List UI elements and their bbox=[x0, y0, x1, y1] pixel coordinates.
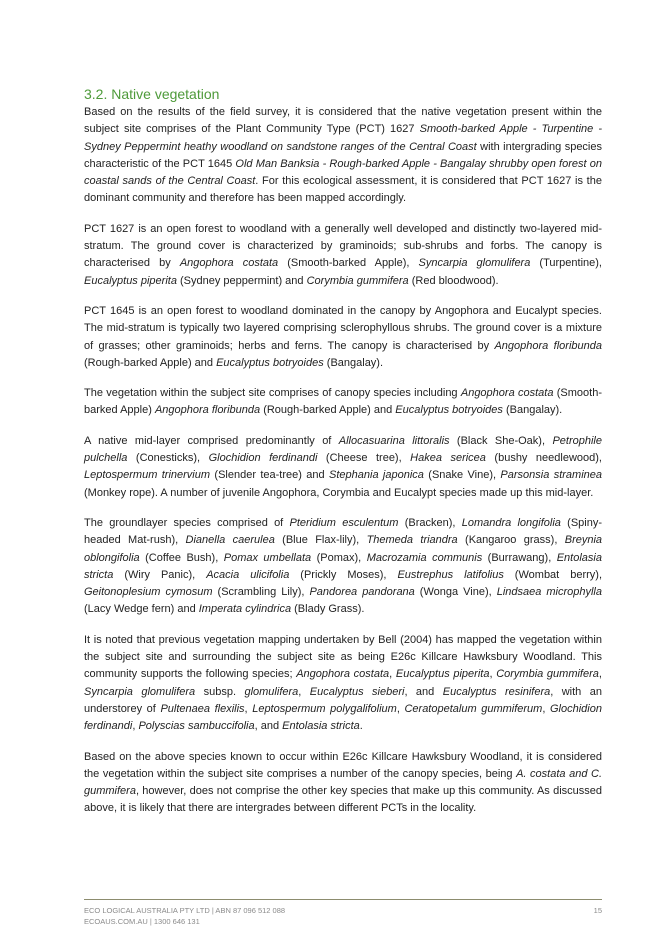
text-run: The vegetation within the subject site comprises of canopy species including bbox=[84, 387, 461, 400]
species-name: Allocasuarina littoralis bbox=[338, 434, 450, 447]
species-name: Entolasia stricta bbox=[282, 720, 360, 733]
text-run: , bbox=[598, 668, 602, 681]
species-name: Pandorea pandorana bbox=[309, 586, 415, 599]
text-run: , however, does not comprise the other key species that make up this community. As discussed above, it is likely that there are intergrades between different PCTs in the locality. bbox=[84, 785, 602, 815]
species-name: A. costata and C. gummifera bbox=[84, 767, 602, 798]
species-name: Polyscias sambuccifolia bbox=[138, 720, 255, 733]
species-name: Ceratopetalum gummiferum bbox=[404, 702, 543, 715]
species-name: Syncarpia glomulifera bbox=[84, 685, 196, 698]
paragraph-3 bbox=[84, 303, 602, 372]
text-run: . bbox=[359, 720, 363, 733]
species-name: Angophora costata bbox=[179, 257, 279, 270]
species-name: Eucalyptus botryoides bbox=[216, 356, 324, 369]
text-run: (Rough-barked Apple) and bbox=[84, 356, 217, 369]
species-name: Hakea sericea bbox=[410, 452, 486, 465]
text-run: (bushy needlewood), bbox=[485, 452, 602, 465]
species-name: Syncarpia glomulifera bbox=[418, 257, 531, 270]
species-name: Pteridium esculentum bbox=[289, 516, 399, 529]
text-run: (Conesticks), bbox=[127, 452, 209, 465]
text-run: (Coffee Bush), bbox=[139, 551, 224, 564]
text-run: (Pomax), bbox=[311, 551, 367, 564]
body-text bbox=[84, 104, 602, 831]
species-name: Geitonoplesium cymosum bbox=[84, 586, 213, 599]
text-run: PCT 1645 is an open forest to woodland dominated in the canopy by Angophora and Eucalypt species. The mid-stratum is typically two layered comprising sclerophyllous shrubs. The ground cover is a mixture of grasses; other graminoids; herbs and ferns. The canopy is characterised by bbox=[84, 304, 602, 352]
text-run: (Kangaroo grass), bbox=[457, 534, 565, 547]
species-name: glomulifera bbox=[244, 685, 299, 698]
species-name: Eucalyptus sieberi bbox=[309, 685, 405, 698]
text-run: (Smooth-barked Apple), bbox=[278, 257, 419, 270]
species-name: Imperata cylindrica bbox=[198, 603, 292, 616]
text-run: , bbox=[244, 702, 253, 715]
text-run: , and bbox=[404, 685, 443, 698]
text-run: with intergrading species characteristic of the PCT 1645 bbox=[84, 140, 602, 170]
section-heading: 3.2. Native vegetation bbox=[84, 86, 220, 102]
footer-company: ECO LOGICAL AUSTRALIA PTY LTD | ABN 87 096 512 088 bbox=[84, 906, 286, 915]
page-footer bbox=[84, 905, 602, 927]
species-name: Leptospermum polygalifolium bbox=[252, 702, 397, 715]
text-run: (Wiry Panic), bbox=[113, 568, 207, 581]
text-run: , bbox=[132, 720, 139, 733]
text-run: Based on the above species known to occur within E26c Killcare Hawksbury Woodland, it is considered the vegetation within the subject site comprises a number of the canopy species, being bbox=[84, 750, 602, 780]
text-run: (Cheese tree), bbox=[317, 452, 411, 465]
species-name: Corymbia gummifera bbox=[306, 274, 409, 287]
species-name: Angophora floribunda bbox=[494, 339, 602, 352]
text-run: , bbox=[396, 702, 405, 715]
text-run: (Spiny-headed Mat-rush), bbox=[84, 516, 602, 547]
text-run: A native mid-layer comprised predominantly of bbox=[84, 434, 339, 447]
species-name: Old Man Banksia - Rough-barked Apple - Bangalay shrubby open forest on coastal sands of the Central Coast bbox=[84, 157, 602, 188]
species-name: Angophora floribunda bbox=[154, 404, 261, 417]
text-run: (Snake Vine), bbox=[423, 469, 501, 482]
paragraph-1 bbox=[84, 104, 602, 208]
page-number: 15 bbox=[593, 906, 602, 915]
species-name: Macrozamia communis bbox=[366, 551, 483, 564]
text-run: (Wombat berry), bbox=[503, 568, 602, 581]
text-run: It is noted that previous vegetation mapping undertaken by Bell (2004) has mapped the vegetation within the subject site and surrounding the subject site as being E26c Killcare Hawksbury Woodland. This community supports the following species; bbox=[84, 633, 602, 681]
species-name: Corymbia gummifera bbox=[496, 668, 599, 681]
species-name: Leptospermum trinervium bbox=[84, 469, 211, 482]
text-run: (Blady Grass). bbox=[291, 603, 365, 616]
paragraph-7 bbox=[84, 632, 602, 736]
text-run: (Bangalay). bbox=[502, 404, 563, 417]
text-run: (Wonga Vine), bbox=[414, 586, 497, 599]
species-name: Themeda triandra bbox=[366, 534, 458, 547]
text-run: (Smooth-barked Apple) bbox=[84, 387, 602, 417]
species-name: Eucalyptus resinifera bbox=[442, 685, 551, 698]
text-run: (Slender tea-tree) and bbox=[210, 469, 330, 482]
text-run: , bbox=[389, 668, 396, 681]
species-name: Pomax umbellata bbox=[223, 551, 312, 564]
species-name: Petrophile pulchella bbox=[84, 434, 602, 465]
text-run: . For this ecological assessment, it is considered that PCT 1627 is the dominant community and therefore has been mapped accordingly. bbox=[84, 175, 602, 205]
paragraph-2 bbox=[84, 221, 602, 290]
species-name: Eustrephus latifolius bbox=[397, 568, 504, 581]
text-run: (Sydney peppermint) and bbox=[176, 274, 307, 287]
paragraph-4 bbox=[84, 385, 602, 420]
text-run: subsp. bbox=[195, 685, 245, 698]
species-name: Breynia oblongifolia bbox=[84, 534, 603, 564]
species-name: Acacia ulicifolia bbox=[206, 568, 290, 581]
text-run: (Blue Flax-lily), bbox=[274, 534, 367, 547]
species-name: Stephania japonica bbox=[329, 469, 424, 482]
text-run: , bbox=[489, 668, 497, 681]
species-name: Lomandra longifolia bbox=[461, 516, 561, 529]
text-run: (Rough-barked Apple) and bbox=[260, 404, 396, 417]
species-name: Glochidion ferdinandi bbox=[208, 452, 318, 465]
text-run: (Black She-Oak), bbox=[449, 434, 553, 447]
species-name: Lindsaea microphylla bbox=[496, 586, 602, 599]
species-name: Pultenaea flexilis bbox=[160, 702, 245, 715]
text-run: Based on the results of the field survey, it is considered that the native vegetation present within the subject site comprises of the Plant Community Type (PCT) 1627 bbox=[84, 106, 602, 136]
text-run: , bbox=[298, 685, 310, 698]
text-run: (Prickly Moses), bbox=[289, 568, 398, 581]
text-run: (Monkey rope). A number of juvenile Angophora, Corymbia and Eucalypt species made up this mid-layer. bbox=[84, 486, 594, 499]
text-run: , with an understorey of bbox=[84, 685, 602, 715]
text-run: The groundlayer species comprised of bbox=[84, 516, 290, 529]
species-name: Eucalyptus piperita bbox=[84, 274, 177, 287]
text-run: (Turpentine), bbox=[530, 257, 602, 270]
species-name: Dianella caerulea bbox=[185, 534, 275, 547]
text-run: (Burrawang), bbox=[482, 551, 557, 564]
text-run: (Bangalay). bbox=[323, 356, 384, 369]
text-run: (Lacy Wedge fern) and bbox=[84, 603, 199, 616]
paragraph-5 bbox=[84, 433, 602, 502]
species-name: Parsonsia straminea bbox=[500, 469, 602, 482]
species-name: Eucalyptus piperita bbox=[395, 668, 490, 681]
species-name: Angophora costata bbox=[296, 668, 390, 681]
footer-contact: ECOAUS.COM.AU | 1300 646 131 bbox=[84, 917, 200, 926]
species-name: Smooth-barked Apple - Turpentine - Sydney Peppermint heathy woodland on sandstone ranges of the Central Coast bbox=[84, 123, 602, 153]
text-run: (Scrambling Lily), bbox=[212, 586, 310, 599]
species-name: Angophora costata bbox=[460, 387, 554, 400]
species-name: Eucalyptus botryoides bbox=[395, 404, 503, 417]
text-run: (Bracken), bbox=[398, 516, 462, 529]
species-name: Entolasia stricta bbox=[84, 551, 602, 581]
paragraph-8 bbox=[84, 749, 602, 818]
text-run: , bbox=[542, 702, 550, 715]
paragraph-6 bbox=[84, 515, 602, 619]
species-name: Glochidion ferdinandi bbox=[84, 702, 602, 733]
text-run: , and bbox=[254, 720, 283, 733]
text-run: PCT 1627 is an open forest to woodland with a generally well developed and distinctly two-layered mid-stratum. The ground cover is characterized by graminoids; sub-shrubs and forbs. The canopy is characterised by bbox=[84, 222, 602, 270]
footer-divider bbox=[84, 899, 602, 900]
text-run: (Red bloodwood). bbox=[408, 274, 499, 287]
